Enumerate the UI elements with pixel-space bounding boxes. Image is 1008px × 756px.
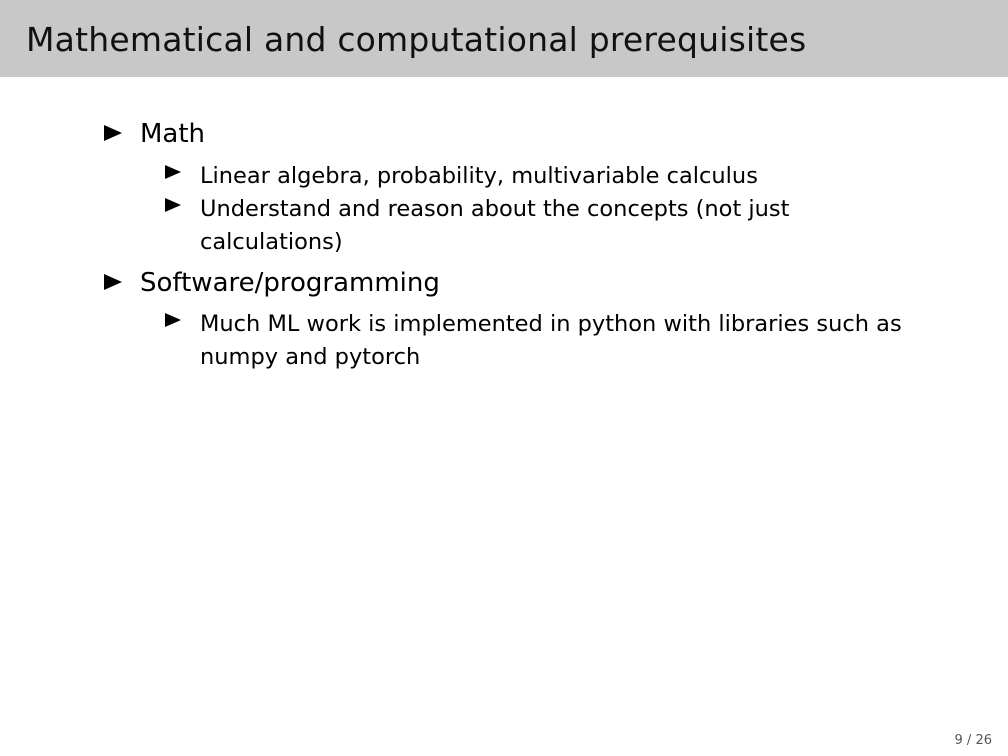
sub-bullet-text-continued: calculations) — [200, 229, 343, 255]
triangle-bullet-icon — [165, 198, 181, 212]
bullet-label: Math — [140, 119, 206, 149]
slide-title: Mathematical and computational prerequisites — [26, 20, 807, 59]
triangle-bullet-icon — [165, 165, 181, 179]
triangle-bullet-icon — [165, 313, 181, 327]
sub-bullet-text: Understand and reason about the concepts (not just — [200, 196, 790, 222]
sub-bullet-text-continued: numpy and pytorch — [200, 344, 421, 370]
triangle-bullet-icon — [104, 125, 122, 141]
sub-bullet-text: Linear algebra, probability, multivariable calculus — [200, 163, 758, 189]
triangle-bullet-icon — [104, 274, 122, 290]
sub-bullet-text: Much ML work is implemented in python with libraries such as — [200, 311, 902, 337]
page-number: 9 / 26 — [954, 733, 992, 748]
bullet-label: Software/programming — [140, 268, 440, 298]
